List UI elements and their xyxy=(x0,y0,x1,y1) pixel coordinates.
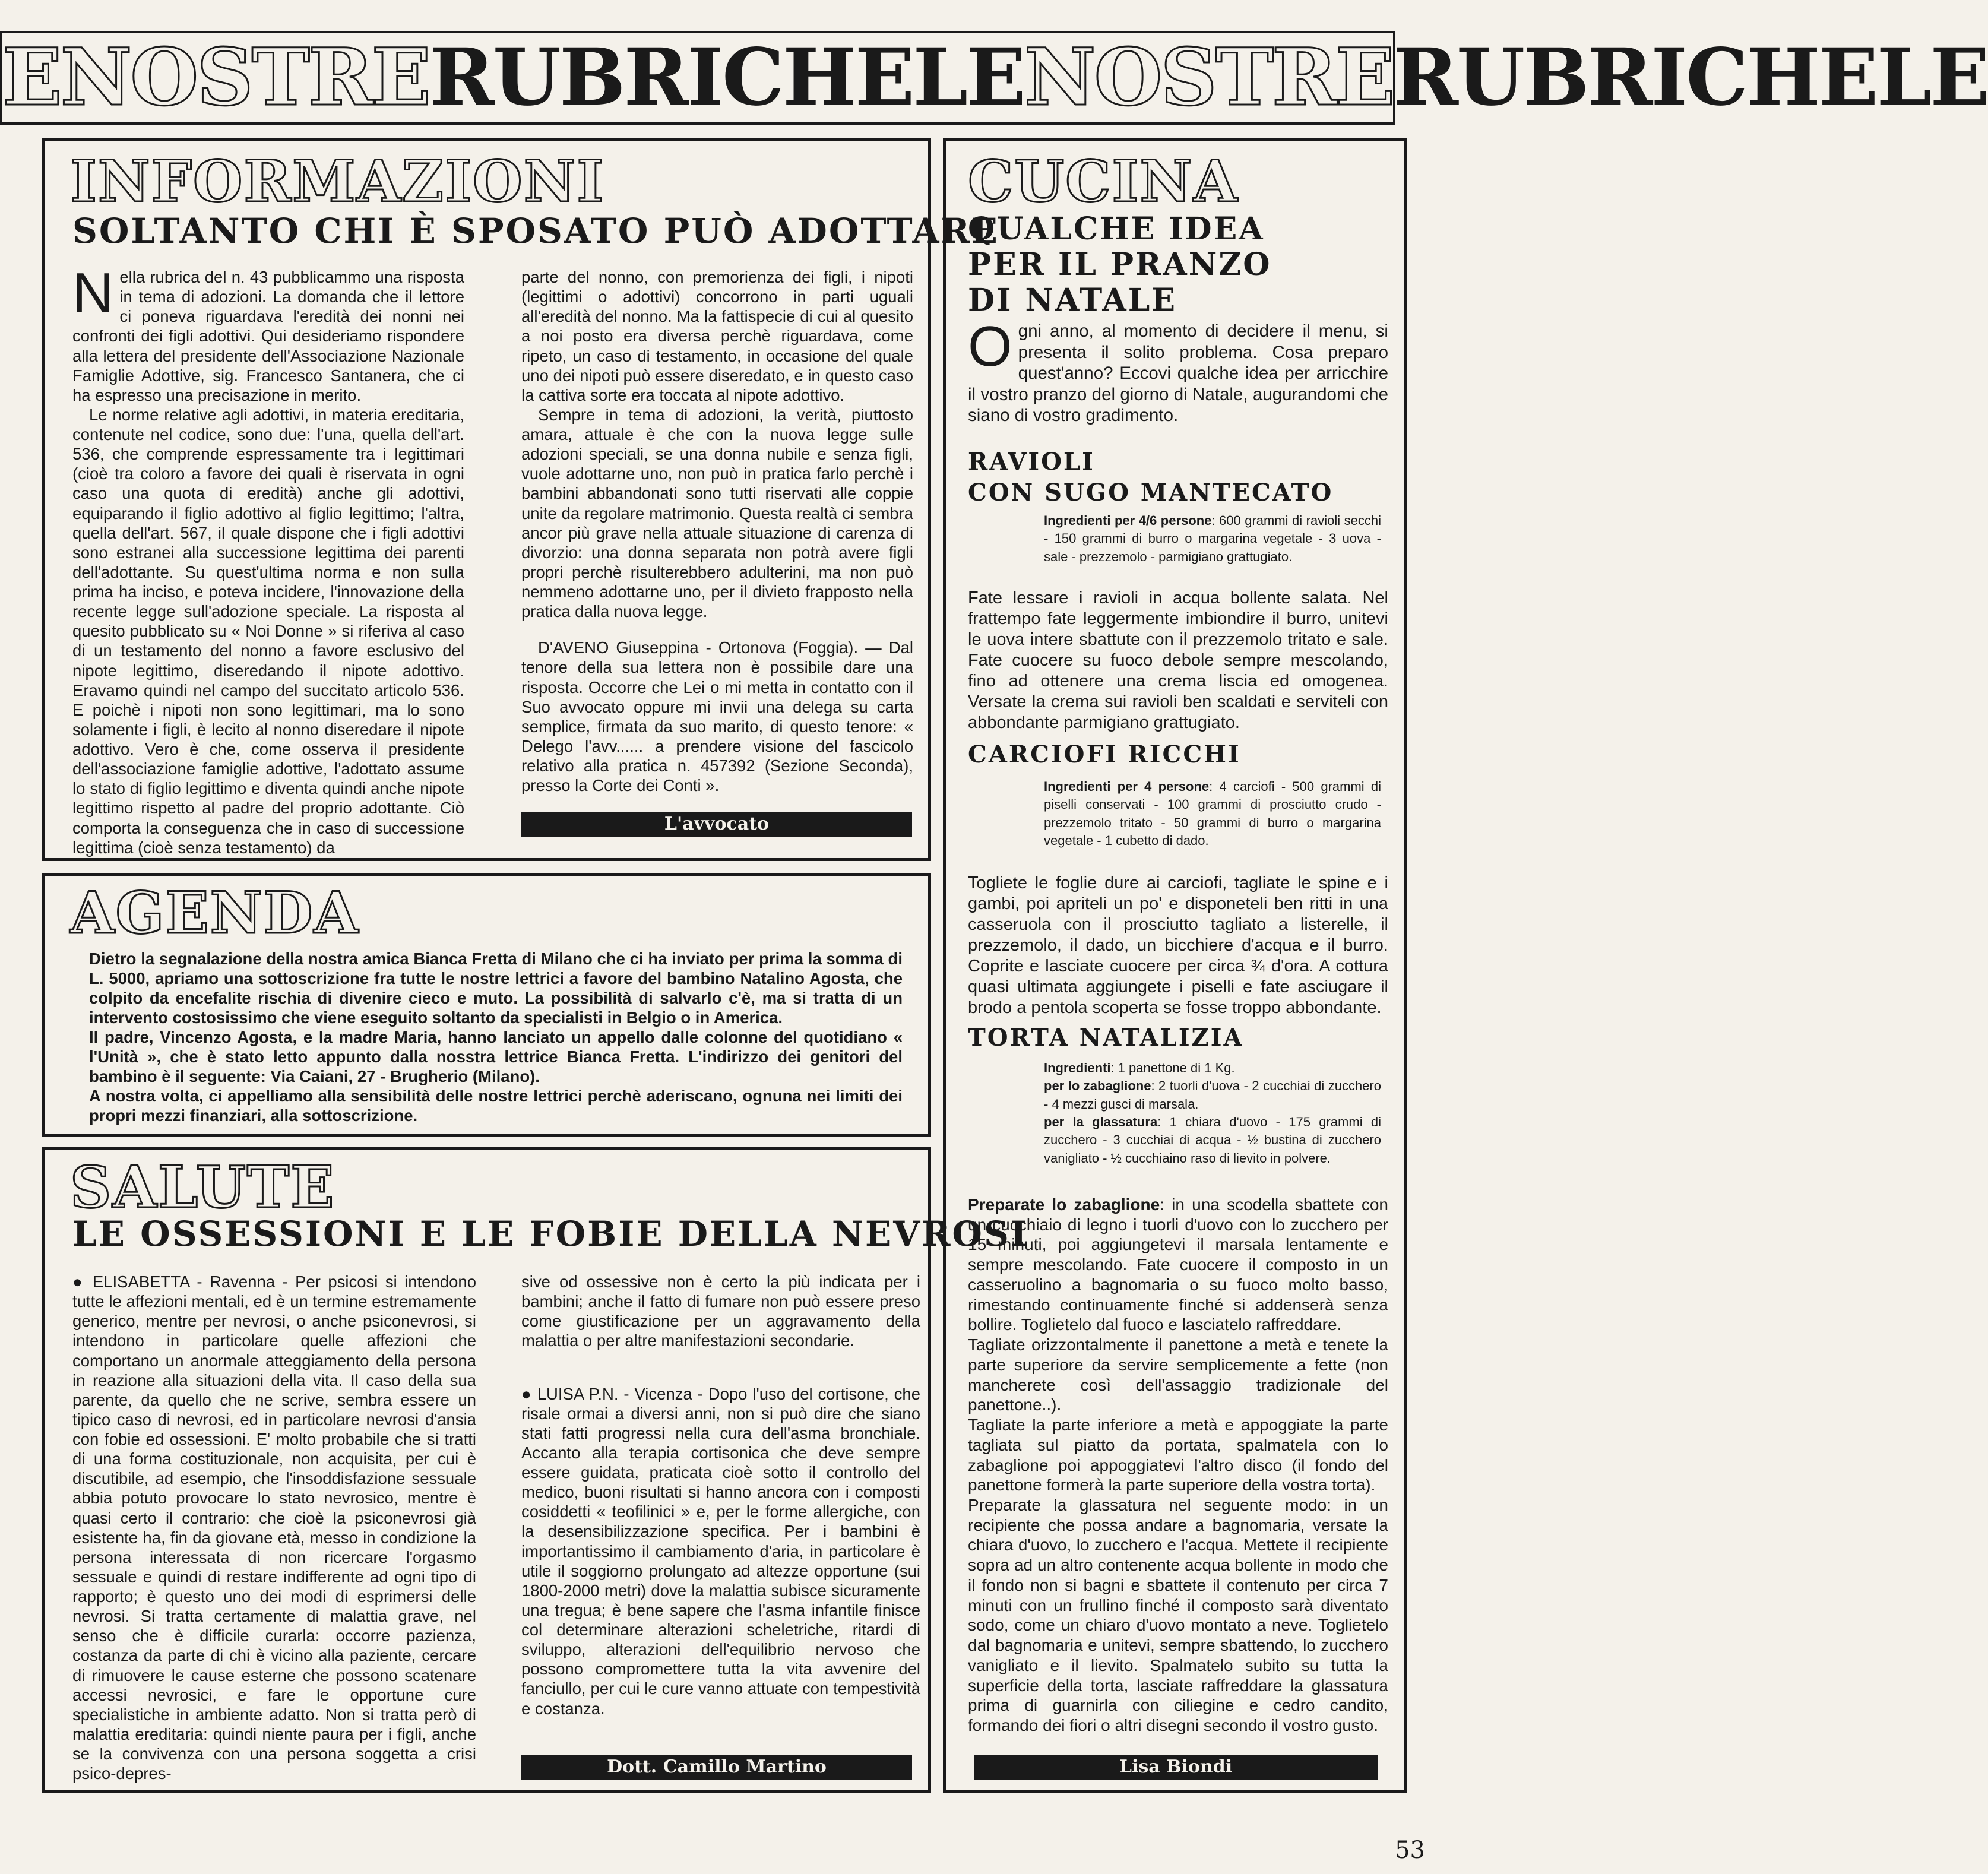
cucina-signature: Lisa Biondi xyxy=(974,1755,1378,1780)
recipe-body xyxy=(968,873,1388,1018)
salute-column-2 xyxy=(521,1272,920,1718)
paragraph: Preparate la glassatura nel seguente modo: in un recipiente che possa andare a bagnomaria, versate la chiara d'uovo, lo zucchero e l'acqua. Mettete il recipiente sopra ad un altro contenente acqua bollente in modo che il fondo non si bagni e sbattete il contenuto per circa 7 minuti con un frullino finché il composto sarà diventato sodo, come un chiaro d'uovo montato a neve. Toglietelo dal bagnomaria e unitevi, sempre sbattendo, lo zucchero vanigliato e il lievito. Spalmatelo subito su tutta la superficie della torta, lasciate raffreddare la glassatura prima di guarnirla con ciliegine e cedro candito, formando dei fiori o altri disegni secondo il vostro gusto. xyxy=(968,1496,1388,1735)
recipe-body xyxy=(968,1195,1388,1736)
paragraph: ella rubrica del n. 43 pubblicammo una risposta in tema di adozioni. La domanda che il lettore ci poneva riguardava l'eredità dei nonni nei confronti dei figli adottivi. Qui desideriamo rispondere alla lettera del presidente dell'Associazione Nazionale Famiglie Adottive, sig. Francesco Santanera, che ci ha espresso una precisazione in merito. xyxy=(72,268,464,404)
recipe-body xyxy=(968,588,1388,733)
banner-segment: RUBRICHELE xyxy=(1393,31,1988,124)
paragraph: parte del nonno, con premorienza dei figli, i nipoti (legittimi o adottivi) concorrono in parti uguali all'eredità del nonno. Ma la fattispecie di cui al quesito a noi posto era diversa perchè riguardava, come ripeto, un caso di testamento, in occasione del quale uno dei nipoti può essere diseredato, e in questo caso la cattiva sorte era toccata al nipote adottivo. xyxy=(521,268,913,404)
informazioni-headline: SOLTANTO CHI È SPOSATO PUÒ ADOTTARE xyxy=(72,211,999,251)
banner-segment: RUBRICHELE xyxy=(429,31,1024,124)
salute-section-title: SALUTE xyxy=(70,1154,335,1221)
informazioni-signature: L'avvocato xyxy=(521,812,912,837)
paragraph: Tagliate orizzontalmente il panettone a metà e tenete la parte superiore da servire semplicemente a fette (non mancherete così dell'assaggio tradizionale del panettone..). xyxy=(968,1335,1388,1414)
column-banner xyxy=(0,31,1988,125)
cucina-intro xyxy=(968,315,1388,426)
paragraph: sive od ossessive non è certo la più indicata per i bambini; anche il fatto di fumare non può essere preso come giustificazione per un aggravamento della malattia o per altre manifestazioni secondarie. xyxy=(521,1272,920,1350)
ingredients-text: : 4 carciofi - 500 grammi di piselli conservati - 100 grammi di prosciutto crudo - prezzemolo tritato - 50 grammi di burro o margarina vegetale - 1 cubetto di dado. xyxy=(1044,779,1382,849)
ingredients-text: : 600 grammi di ravioli secchi - 150 grammi di burro o margarina vegetale - 3 uova - sale - prezzemolo - parmigiano grattugiato. xyxy=(1044,513,1381,564)
drop-cap: O xyxy=(968,315,1012,378)
ingredients-label: Ingredienti xyxy=(1044,1061,1111,1075)
informazioni-column-2 xyxy=(521,267,913,795)
paragraph: Le norme relative agli adottivi, in materia ereditaria, contenute nel codice, sono due: l'una, quella dell'art. 536, che comprende espressamente tra i legittimari (cioè tra coloro a favore dei quali è riservata in ogni caso una quota di eredità) anche gli adottivi, equiparando il figlio adottivo al figlio legittimo; l'altra, quella dell'art. 567, il quale dispone che i figli adottivi sono estranei alla successione legittima dei parenti dell'adottante. Su quest'ultima norma e non sulla prima ha inciso, e poteva incidere, l'innovazione della recente legge sull'adozione speciale. La risposta al quesito pubblicato su « Noi Donne » si riferiva al caso di un testamento del nonno a favore esclusivo del nipote legittimo, diseredando il nipote adottivo. Eravamo quindi nel campo del succitato articolo 536. E poichè i nipoti non sono legittimari, ma lo sono solamente i figli, è lecito al nonno diseredare il nipote adottivo. Vero è che, come osserva il presidente dell'associazione famiglie adottive, l'adottato assume lo stato di figlio legittimo e diventa quindi anche nipote legittimo rispetto al padre del proprio adottante. Ciò comporta la conseguenza che in caso di successione legittima (cioè senza testamento) da xyxy=(72,405,464,857)
paragraph: D'AVENO Giuseppina - Ortonova (Foggia). — Dal tenore della sua lettera non è possibile dare una risposta. Occorre che Lei o mi metta in contatto con il Suo avvocato oppure mi invii una delega su carta semplice, firmata da suo marito, di questo tenore: « Delego l'avv...... a prendere visione del fascicolo relativo alla pratica n. 457392 (Sezione Seconda), presso la Corte dei Conti ». xyxy=(521,638,913,795)
page-number: 53 xyxy=(1395,1837,1425,1864)
informazioni-column-1 xyxy=(72,261,464,857)
recipe-title: CARCIOFI RICCHI xyxy=(968,740,1241,768)
cucina-headline xyxy=(968,211,1272,318)
ingredients-text: : 2 tuorli d'uova - 2 cucchiai di zucchero - 4 mezzi gusci di marsala. xyxy=(1044,1078,1381,1112)
recipe-ingredients xyxy=(1044,1059,1381,1167)
salute-column-1 xyxy=(72,1272,476,1783)
paragraph: ● ELISABETTA - Ravenna - Per psicosi si intendono tutte le affezioni mentali, ed è un termine estremamente generico, mentre per nevrosi, o anche psiconevrosi, si intendono in particolare quelle affezioni che comportano un anormale atteggiamento della persona in reazione alla situazioni della vita. Il caso della sua parente, da quello che ne scrive, sembra essere un tipico caso di nevrosi, ed in particolare nevrosi d'ansia con fobie ed ossessioni. E' molto probabile che si tratti di una forma costituzionale, non acquisita, per cui è discutibile, ad esempio, che l'insoddisfazione sessuale abbia potuto provocare lo stato nevrosico, mentre è quasi certo il contrario: che cioè la psiconevrosi già esistente ha, fin da giovane età, messo in condizione la persona interessata di non ricercare l'orgasmo sessuale e quindi di restare indifferente ad ogni tipo di rapporto; è questo uno dei modi di esprimersi delle nevrosi. Si tratta certamente di malattia grave, nel senso che è difficile curarla: occorre pazienza, costanza da parte di chi è vicino alla paziente, cercare di rimuovere le cause esterne che possono scatenare accessi nevrosici, e fare le opportune cure specialistiche in ambiente adatto. Non si tratta però di malattia ereditaria: quindi niente paura per i figli, anche se la convivenza con una persona soggetta a crisi psico-depres- xyxy=(72,1272,476,1783)
recipe-title xyxy=(968,447,1333,508)
recipe-title-line: CON SUGO MANTECATO xyxy=(968,479,1334,507)
paragraph: Il padre, Vincenzo Agosta, e la madre Maria, hanno lanciato un appello dalle colonne del quotidiano « l'Unità », che è stato letto appunto dalla nosstra lettrice Bianca Fretta. L'indirizzo dei genitori del bambino è il seguente: Via Caiani, 27 - Brugherio (Milano). xyxy=(89,1028,903,1085)
ingredients-line xyxy=(1044,1077,1381,1113)
ingredients-line xyxy=(1044,1059,1381,1077)
recipe-title: TORTA NATALIZIA xyxy=(968,1024,1244,1052)
agenda-section-title: AGENDA xyxy=(70,879,360,947)
ingredients-text: : 1 panettone di 1 Kg. xyxy=(1110,1061,1235,1075)
paragraph: A nostra volta, ci appelliamo alla sensibilità delle nostre lettrici perchè aderiscano, ognuna nei limiti dei propri mezzi finanziari, alla sottoscrizione. xyxy=(89,1087,903,1125)
banner-segment: NOSTRE xyxy=(1024,31,1394,124)
paragraph: : in una scodella sbattete con un cucchiaio di legno i tuorli d'uovo con lo zucchero per 15 minuti, poi aggiungetevi il marsala lentamente e sempre mescolando. Fate cuocere il composto in un casseruolino a bagnomaria o su fuoco molto basso, rimestando continuamente finché si addenserà senza bollire. Toglietelo dal fuoco e lasciatelo raffreddare. xyxy=(968,1195,1388,1334)
paragraph: Tagliate la parte inferiore a metà e appoggiate la parte tagliata sul piatto da portata, spalmatela con lo zabaglione poi appoggiatevi l'altro disco (il fondo del panettone formerà la parte superiore della vostra torta). xyxy=(968,1416,1388,1495)
cucina-section-title: CUCINA xyxy=(968,148,1239,215)
recipe-ingredients xyxy=(1044,778,1381,850)
recipe-title-line: RAVIOLI xyxy=(968,448,1095,476)
headline-line: PER IL PRANZO xyxy=(968,246,1272,283)
headline-line: QUALCHE IDEA xyxy=(968,211,1265,247)
drop-cap: N xyxy=(72,261,114,325)
ingredients-text: : 1 chiara d'uovo - 175 grammi di zucchero - 3 cucchiai di acqua - ½ bustina di zucchero vanigliato - ½ cucchiaino raso di lievito in polvere. xyxy=(1044,1115,1381,1166)
ingredients-label: per lo zabaglione xyxy=(1044,1078,1151,1094)
ingredients-line xyxy=(1044,1113,1381,1167)
paragraph: Dietro la segnalazione della nostra amica Bianca Fretta di Milano che ci ha inviato per prima la somma di L. 5000, apriamo una sottoscrizione fra tutte le nostre lettrici a favore del bambino Natalino Agosta, che colpito da encefalite rischia di divenire cieco e muto. La possibilità di salvarlo c'è, ma si tratta di un intervento costosissimo che viene eseguito soltanto da specialisti in Belgio o in America. xyxy=(89,949,903,1027)
banner-segment: ENOSTRE xyxy=(2,31,430,124)
headline-line: DI NATALE xyxy=(968,281,1177,318)
recipe-ingredients xyxy=(1044,512,1381,566)
paragraph: Togliete le foglie dure ai carciofi, tagliate le spine e i gambi, poi apriteli un po' e disponeteli ben ritti in una casseruola con il prosciutto tagliato a listerelle, il prezzemolo, il dado, un bicchiere d'acqua e il burro. Coprite e lasciate cuocere per circa ¾ d'ora. A cottura quasi ultimata aggiungete i piselli e fate asciugare il brodo a pentola scoperta se fosse troppo abbondante. xyxy=(968,873,1388,1017)
paragraph: gni anno, al momento di decidere il menu, si presenta il solito problema. Cosa preparo quest'anno? Eccovi qualche idea per arricchire il vostro pranzo del giorno di Natale, augurandomi che siano di vostro gradimento. xyxy=(968,321,1388,426)
salute-headline: LE OSSESSIONI E LE FOBIE DELLA NEVROSI xyxy=(72,1214,1028,1254)
recipe-lead: Preparate lo zabaglione xyxy=(968,1195,1160,1214)
informazioni-section-title: INFORMAZIONI xyxy=(70,148,605,215)
salute-signature: Dott. Camillo Martino xyxy=(521,1755,912,1780)
ingredients-label: per la glassatura xyxy=(1044,1115,1158,1130)
agenda-text xyxy=(89,949,903,1125)
paragraph: Fate lessare i ravioli in acqua bollente salata. Nel frattempo fate leggermente imbiondire il burro, unitevi le uova intere sbattute con il prezzemolo tritato e sale. Fate cuocere su fuoco debole sempre mescolando, fino ad ottenere una crema liscia ed omogenea. Versate la crema sui ravioli ben scaldati e serviteli con abbondante parmigiano grattugiato. xyxy=(968,588,1388,732)
ingredients-label: Ingredienti per 4 persone xyxy=(1044,779,1210,794)
paragraph: Sempre in tema di adozioni, la verità, piuttosto amara, attuale è che con la nuova legge sulle adozioni speciali, se una donna nubile e senza figli, vuole adottarne uno, non può in pratica farlo perchè i bambini abbandonati sono tutti riservati alle coppie unite da regolare matrimonio. Questa realtà ci sembra ancor più grave nella attuale situazione di carenza di divorzio: una donna separata non potrà avere figli propri perchè risulterebbero adulterini, ma non può nemmeno adottarne uno, per il divieto frapposto nella pratica dalla nuova legge. xyxy=(521,405,913,621)
ingredients-label: Ingredienti per 4/6 persone xyxy=(1044,513,1212,528)
paragraph: ● LUISA P.N. - Vicenza - Dopo l'uso del cortisone, che risale ormai a diversi anni, non si può dire che siano stati fatti progressi nella cura dell'asma bronchiale. Accanto alla terapia cortisonica che deve sempre essere guidata, praticata cioè sotto il controllo del medico, buoni risultati si hanno ancora con i composti cosiddetti « teofilinici » e, per le forme allergiche, con la desensibilizzazione specifica. Per i bambini è importantissimo il cambiamento d'aria, in particolare è utile il soggiorno prolungato ad altezze opportune (sui 1800-2000 metri) dove la malattia subisce sicuramente una tregua; è bene sapere che l'asma infantile finisce col determinare alterazioni scheletriche, ritardi di sviluppo, alterazioni dell'equilibrio nervoso che possono compromettere tutta la vita avvenire del fanciullo, per cui le cure vanno attuate con tempestività e costanza. xyxy=(521,1384,920,1718)
